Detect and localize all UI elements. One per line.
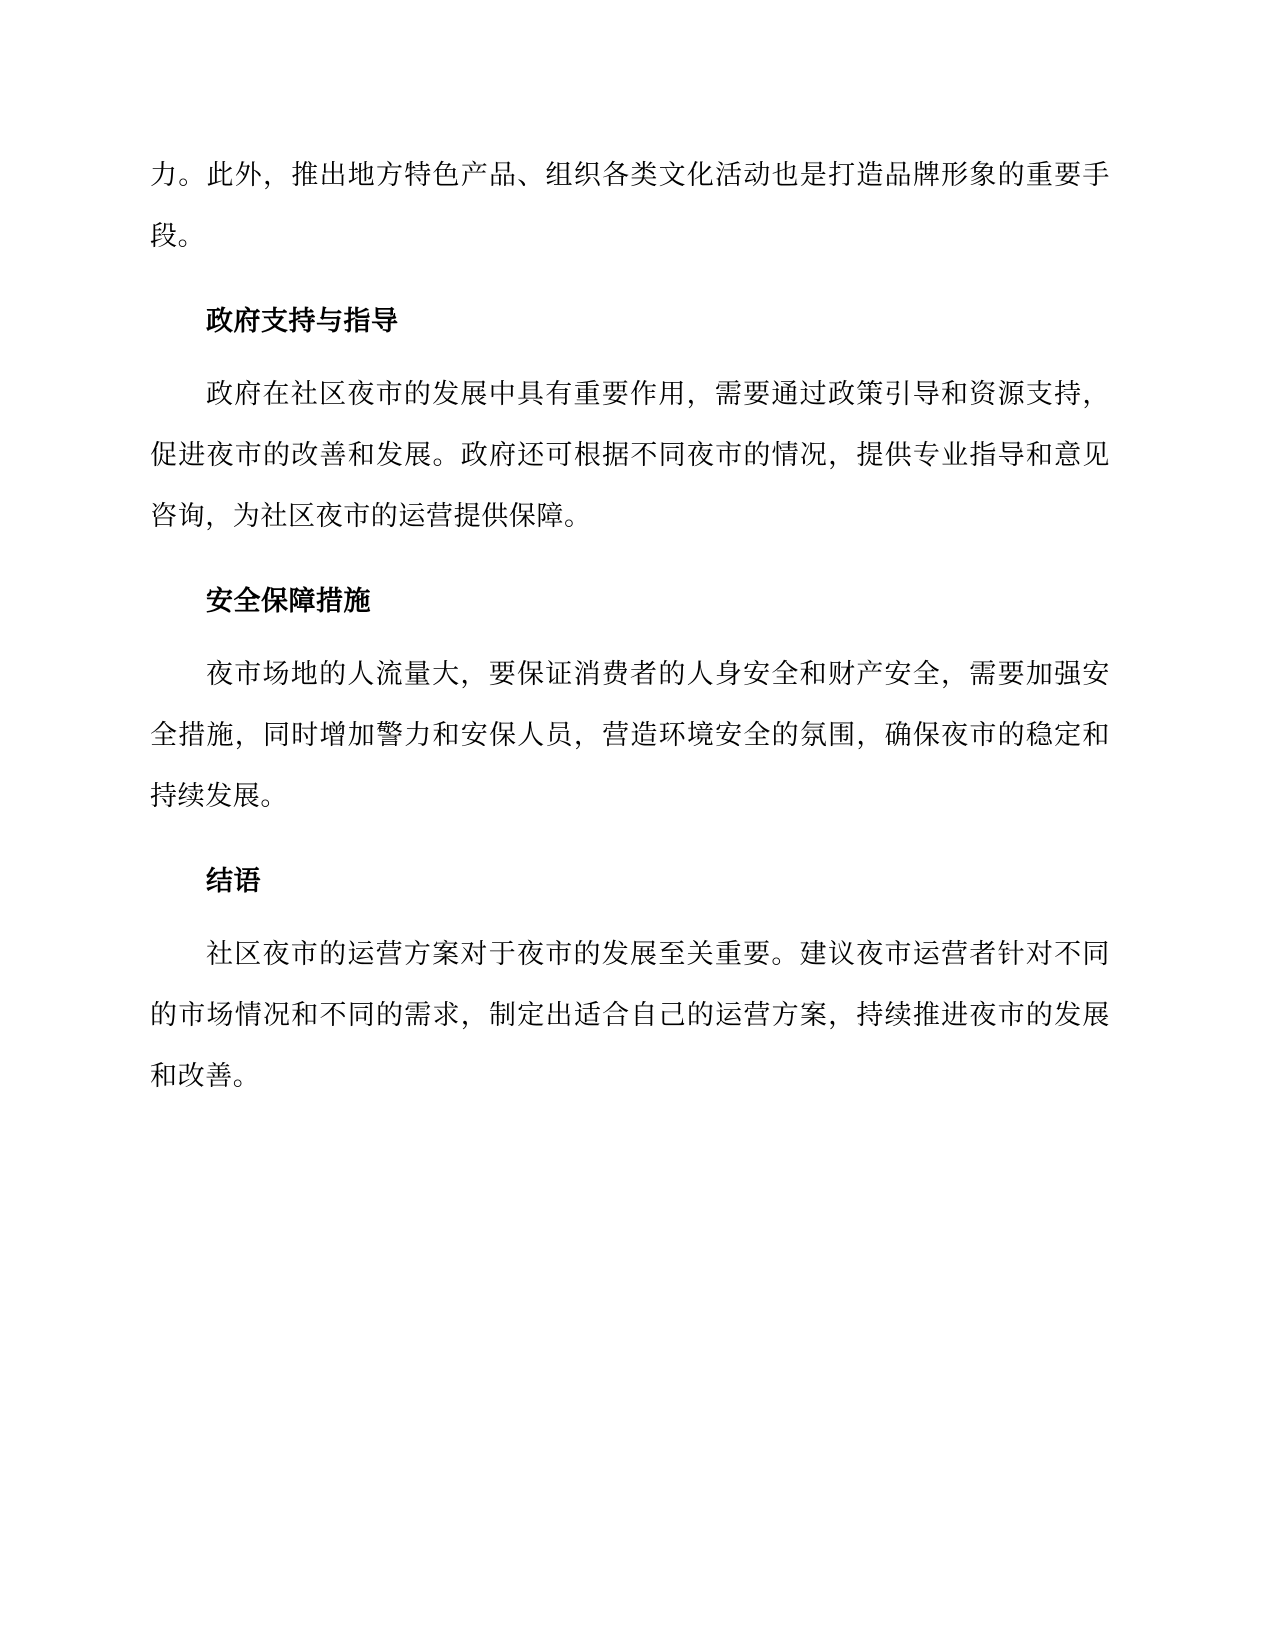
paragraph-safety: 夜市场地的人流量大，要保证消费者的人身安全和财产安全，需要加强安全措施，同时增加警力和安保人员，营造环境安全的氛围，确保夜市的稳定和持续发展。 [150, 659, 1110, 812]
paragraph-government: 政府在社区夜市的发展中具有重要作用，需要通过政策引导和资源支持，促进夜市的改善和发展。政府还可根据不同夜市的情况，提供专业指导和意见咨询，为社区夜市的运营提供保障。 [150, 379, 1110, 532]
spacer [150, 902, 1110, 924]
section-heading-conclusion: 结语 [206, 866, 261, 897]
paragraph-intro-continuation: 力。此外，推出地方特色产品、组织各类文化活动也是打造品牌形象的重要手段。 [150, 160, 1110, 252]
spacer [150, 342, 1110, 364]
spacer [150, 827, 1110, 862]
section-heading-safety: 安全保障措施 [206, 586, 371, 617]
spacer [150, 267, 1110, 302]
spacer [150, 622, 1110, 644]
document-body [150, 145, 1110, 1107]
paragraph-conclusion: 社区夜市的运营方案对于夜市的发展至关重要。建议夜市运营者针对不同的市场情况和不同的需求，制定出适合自己的运营方案，持续推进夜市的发展和改善。 [150, 939, 1110, 1092]
section-heading-government: 政府支持与指导 [206, 306, 399, 337]
spacer [150, 547, 1110, 582]
